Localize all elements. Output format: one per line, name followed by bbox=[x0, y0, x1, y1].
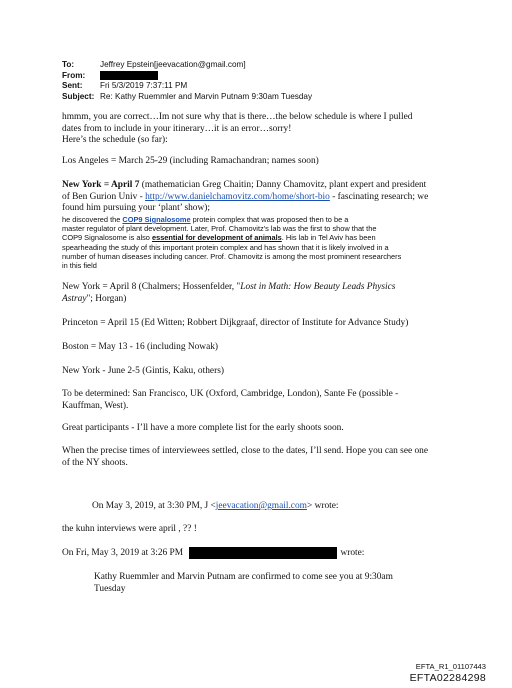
jeevacation-email-link[interactable]: jeevacation@gmail.com bbox=[215, 501, 307, 511]
text-line: Tuesday bbox=[94, 583, 126, 594]
bates-number-small: EFTA_R1_01107443 bbox=[415, 662, 486, 671]
to-value: Jeffrey Epstein[jeevacation@gmail.com] bbox=[100, 60, 246, 69]
text-line: found him pursuing your ‘plant’ show); bbox=[62, 203, 210, 214]
quoted-kuhn-line: the kuhn interviews were april , ?? ! bbox=[62, 524, 197, 534]
subject-label: Subject: bbox=[62, 91, 95, 101]
cop9-link[interactable]: COP9 Signalosome bbox=[122, 215, 191, 224]
email-header bbox=[62, 60, 312, 102]
text-fragment: On May 3, 2019, at 3:30 PM, J < bbox=[92, 501, 216, 511]
sent-label: Sent: bbox=[62, 81, 83, 91]
chamovitz-bio-excerpt bbox=[62, 215, 468, 270]
schedule-princeton: Princeton = April 15 (Ed Witten; Robbert Dijkgraaf, director of Institute for Advance Study) bbox=[62, 318, 409, 328]
text-line: dates from to include in your itinerary…it is an error…sorry! bbox=[62, 123, 292, 134]
to-label: To: bbox=[62, 60, 75, 69]
redaction-bar bbox=[100, 71, 158, 80]
text-fragment: > wrote: bbox=[306, 501, 339, 511]
redaction-bar bbox=[189, 547, 337, 559]
schedule-date-bold: New York = April 7 bbox=[62, 180, 140, 190]
text-fragment: protein complex that was proposed then to be a bbox=[190, 215, 349, 224]
bates-number-large: EFTA02284298 bbox=[409, 672, 486, 684]
text-fragment: wrote: bbox=[340, 548, 365, 559]
from-row bbox=[62, 71, 312, 82]
to-row bbox=[62, 60, 312, 71]
subject-value: Re: Kathy Ruemmler and Marvin Putnam 9:30am Tuesday bbox=[100, 91, 313, 101]
text-fragment: - fascinating research; we bbox=[329, 191, 429, 202]
text-fragment: he discovered the bbox=[62, 215, 123, 224]
from-label: From: bbox=[62, 70, 86, 80]
text-fragment: COP9 Signalosome is also bbox=[62, 233, 152, 243]
schedule-new-york-april-8 bbox=[62, 282, 468, 305]
text-fragment: "; Horgan) bbox=[86, 293, 127, 304]
subject-row bbox=[62, 92, 312, 103]
quoted-header-may3 bbox=[92, 501, 339, 513]
schedule-los-angeles: Los Angeles = March 25-29 (including Ramachandran; names soon) bbox=[62, 156, 319, 166]
sent-value: Fri 5/3/2019 7:37:11 PM bbox=[100, 81, 188, 91]
text-fragment: New York = April 8 (Chalmers; Hossenfelder, " bbox=[62, 282, 241, 292]
quoted-header-fri bbox=[62, 547, 364, 560]
closing-paragraph bbox=[62, 446, 468, 469]
great-participants-line: Great participants - I’ll have a more complete list for the early shoots soon. bbox=[62, 423, 344, 433]
text-line: in this field bbox=[62, 261, 97, 271]
schedule-new-york-june: New York - June 2-5 (Gintis, Kaku, others) bbox=[62, 366, 224, 376]
text-fragment: . His lab in Tel Aviv has been bbox=[281, 233, 376, 243]
schedule-to-be-determined bbox=[62, 389, 468, 412]
quoted-kathy-message bbox=[94, 572, 454, 595]
text-line: Here’s the schedule (so far): bbox=[62, 135, 168, 146]
text-line: To be determined: San Francisco, UK (Oxford, Cambridge, London), Sante Fe (possible - bbox=[62, 389, 399, 399]
text-line: hmmm, you are correct…Im not sure why that is there…the below schedule is where I pulled bbox=[62, 112, 413, 122]
text-line: Kauffman, West). bbox=[62, 400, 129, 411]
text-fragment: of Ben Gurion Univ - bbox=[62, 191, 146, 202]
text-line: When the precise times of interviewees settled, close to the dates, I’ll send. Hope you can see one bbox=[62, 446, 429, 456]
text-fragment: (mathematician Greg Chaitin; Danny Chamovitz, plant expert and president bbox=[139, 180, 427, 190]
text-line: number of human diseases including cancer. Prof. Chamovitz is among the most prominent researchers bbox=[62, 251, 402, 261]
book-title-cont: Astray bbox=[62, 293, 87, 304]
schedule-new-york-april-7 bbox=[62, 180, 468, 215]
chamovitz-bio-link[interactable]: http://www.danielchamovitz.com/home/short-bio bbox=[145, 191, 330, 202]
reply-paragraph bbox=[62, 112, 468, 147]
essential-emphasis: essential for development of animals bbox=[151, 233, 282, 243]
text-line: of the NY shoots. bbox=[62, 457, 128, 468]
text-line: Kathy Ruemmler and Marvin Putnam are confirmed to come see you at 9:30am bbox=[94, 572, 393, 582]
text-line: spearheading the study of this important protein complex and has shown that it is likely involved in a bbox=[62, 242, 389, 252]
text-line: master regulator of plant development. Later, Prof. Chamovitz's lab was the first to show that the bbox=[62, 224, 377, 234]
sent-row bbox=[62, 81, 312, 92]
schedule-boston: Boston = May 13 - 16 (including Nowak) bbox=[62, 342, 219, 352]
text-fragment: On Fri, May 3, 2019 at 3:26 PM bbox=[62, 548, 184, 559]
book-title: Lost in Math: How Beauty Leads Physics bbox=[240, 282, 396, 292]
